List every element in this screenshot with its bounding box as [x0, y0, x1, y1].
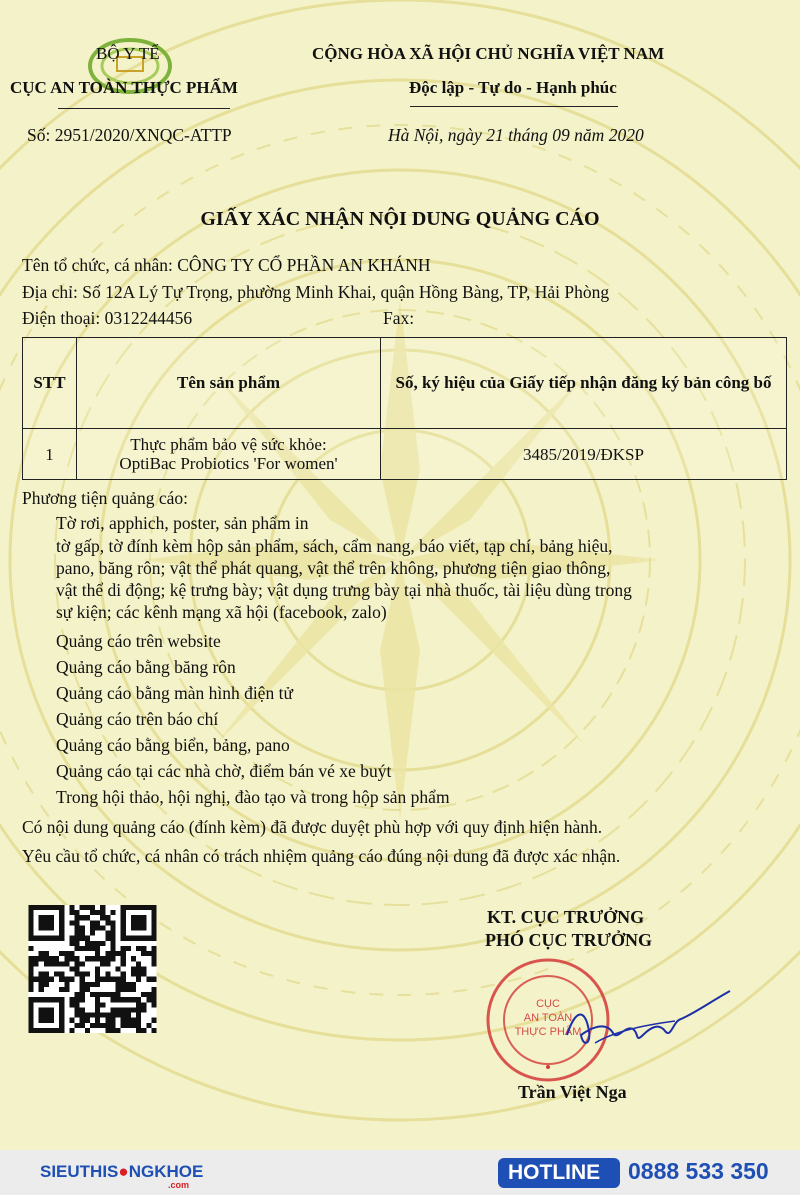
- media-item: Quảng cáo bằng biển, bảng, pano: [56, 735, 290, 755]
- organization-phone: Điện thoại: 0312244456: [22, 308, 193, 328]
- signature-title-2: PHÓ CỤC TRƯỞNG: [485, 930, 653, 950]
- column-header-product: Tên sản phẩm: [77, 338, 381, 429]
- agency-name: CỤC AN TOÀN THỰC PHẨM: [10, 78, 238, 97]
- product-line-2: OptiBac Probiotics 'For women': [119, 454, 338, 473]
- product-table: [22, 337, 787, 480]
- document-title: GIẤY XÁC NHẬN NỘI DUNG QUẢNG CÁO: [200, 208, 600, 230]
- hotline-label: HOTLINE: [508, 1161, 601, 1184]
- media-item: Quảng cáo trên báo chí: [56, 709, 219, 729]
- approval-statement: Có nội dung quảng cáo (đính kèm) đã được duyệt phù hợp với quy định hiện hành.: [22, 817, 603, 837]
- qr-code: [25, 905, 160, 1033]
- organization-fax: Fax:: [383, 308, 415, 328]
- brand-text-left: SIEUTHIS: [40, 1162, 119, 1181]
- signature-title-1: KT. CỤC TRƯỞNG: [487, 907, 645, 927]
- media-print-line: tờ gấp, tờ đính kèm hộp sản phẩm, sách, cẩm nang, báo viết, tạp chí, bảng hiệu,: [56, 536, 613, 556]
- column-header-stt: STT: [23, 338, 77, 429]
- responsibility-statement: Yêu cầu tổ chức, cá nhân có trách nhiệm quảng cáo đúng nội dung đã được xác nhận.: [22, 846, 621, 866]
- media-item: Quảng cáo bằng màn hình điện tử: [56, 683, 293, 703]
- brand-domain: .com: [168, 1180, 190, 1190]
- svg-text:CỤC: CỤC: [536, 998, 560, 1010]
- brand-heart-icon: ●: [118, 1162, 129, 1181]
- nation-name: CỘNG HÒA XÃ HỘI CHỦ NGHĨA VIỆT NAM: [312, 44, 665, 63]
- media-item: Quảng cáo trên website: [56, 631, 221, 651]
- hotline-button[interactable]: [498, 1158, 620, 1188]
- agency-underline: [58, 108, 230, 109]
- media-item: Quảng cáo tại các nhà chờ, điểm bán vé xe buýt: [56, 761, 392, 781]
- signer-name: Trần Việt Nga: [518, 1082, 627, 1102]
- organization-address: Địa chỉ: Số 12A Lý Tự Trọng, phường Minh Khai, quận Hồng Bàng, TP, Hải Phòng: [22, 282, 610, 302]
- media-item: Quảng cáo bằng băng rôn: [56, 657, 236, 677]
- media-print-line: Tờ rơi, apphich, poster, sản phẩm in: [56, 513, 309, 533]
- product-line-1: Thực phẩm bảo vệ sức khỏe:: [130, 435, 327, 454]
- motto: Độc lập - Tự do - Hạnh phúc: [409, 78, 617, 97]
- media-print-line: sự kiện; các kênh mạng xã hội (facebook, zalo): [56, 602, 387, 622]
- brand-logo[interactable]: [40, 1162, 204, 1190]
- ministry-name: BỘ Y TẾ: [96, 44, 160, 63]
- column-header-registration: Số, ký hiệu của Giấy tiếp nhận đăng ký bản công bố: [381, 338, 787, 429]
- cell-product: [77, 429, 381, 480]
- cell-registration-number: 3485/2019/ĐKSP: [381, 429, 787, 480]
- media-label: Phương tiện quảng cáo:: [22, 488, 189, 508]
- table-header-row: [23, 338, 787, 429]
- document-date: Hà Nội, ngày 21 tháng 09 năm 2020: [388, 125, 644, 145]
- motto-underline: [410, 106, 618, 107]
- svg-text:THỰC PHẨM: THỰC PHẨM: [514, 1026, 582, 1038]
- footer-bar: [0, 1150, 800, 1195]
- brand-text-right: NGKHOE: [128, 1162, 204, 1181]
- media-item: Trong hội thảo, hội nghị, đào tạo và trong hộp sản phẩm: [56, 787, 450, 807]
- table-row: [23, 429, 787, 480]
- document-number: Số: 2951/2020/XNQC-ATTP: [27, 125, 232, 145]
- svg-text:AN TOÀN: AN TOÀN: [523, 1012, 573, 1024]
- organization-name: Tên tổ chức, cá nhân: CÔNG TY CỔ PHẦN AN KHÁNH: [22, 255, 431, 275]
- media-print-line: pano, băng rôn; vật thể phát quang, vật thể trên không, phương tiện giao thông,: [56, 558, 611, 578]
- hotline-number[interactable]: 0888 533 350: [628, 1158, 769, 1184]
- handwritten-signature: [555, 985, 735, 1060]
- cell-stt: 1: [23, 429, 77, 480]
- media-print-line: vật thể di động; kệ trưng bày; vật dụng trưng bày tại nhà thuốc, tài liệu dùng trong: [56, 580, 632, 600]
